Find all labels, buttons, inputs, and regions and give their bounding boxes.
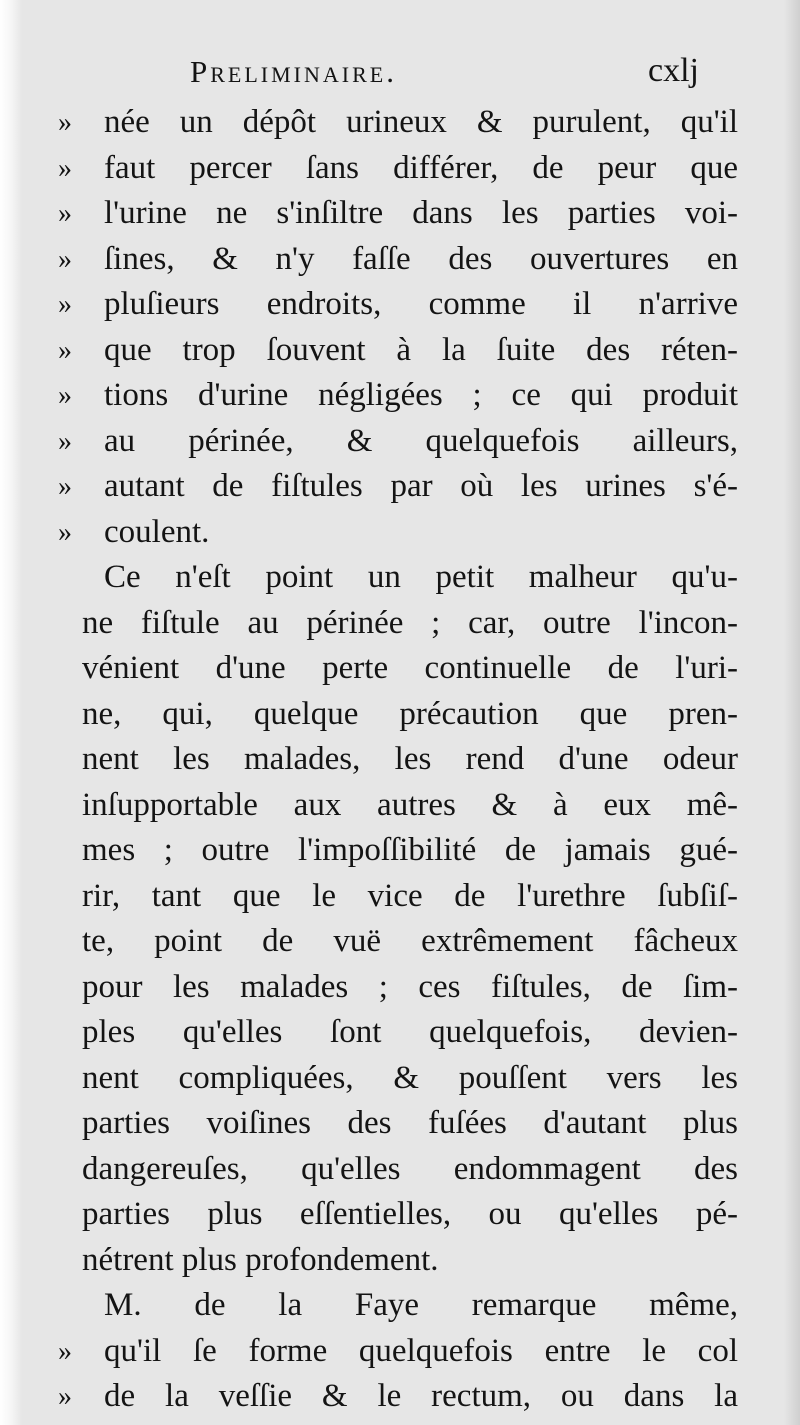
quote-mark: » bbox=[58, 380, 72, 411]
line-text: de la veſſie & le rectum, ou dans la bbox=[104, 1378, 738, 1414]
text-line bbox=[58, 646, 738, 692]
text-line bbox=[58, 100, 738, 146]
text-line bbox=[58, 419, 738, 465]
line-text: rir, tant que le vice de l'urethre ſubſiſ- bbox=[82, 877, 738, 914]
quote-mark: » bbox=[58, 107, 72, 138]
running-head: Preliminaire. bbox=[190, 54, 397, 89]
text-line bbox=[58, 783, 738, 829]
text-line bbox=[58, 510, 738, 556]
quote-mark: » bbox=[58, 334, 72, 366]
line-text: faut percer ſans différer, de peur que bbox=[104, 149, 738, 186]
line-text: au périnée, & quelquefois ailleurs, bbox=[104, 422, 738, 459]
text-line bbox=[58, 373, 738, 419]
quote-mark: » bbox=[58, 425, 72, 457]
quote-mark: » bbox=[58, 1381, 72, 1412]
text-line bbox=[58, 191, 738, 237]
quote-mark: » bbox=[58, 471, 72, 502]
text-line bbox=[58, 601, 738, 647]
page-left-margin bbox=[0, 0, 22, 1425]
line-text: ples qu'elles ſont quelquefois, devien- bbox=[82, 1014, 738, 1050]
line-text: pour les malades ; ces fiſtules, de ſim- bbox=[82, 968, 738, 1005]
text-line bbox=[58, 464, 738, 510]
line-text: mes ; outre l'impoſſibilité de jamais gué- bbox=[82, 832, 738, 868]
line-text: parties plus eſſentielles, ou qu'elles pé- bbox=[82, 1196, 738, 1232]
line-text: qu'il ſe forme quelquefois entre le col bbox=[104, 1332, 738, 1369]
text-line bbox=[58, 1010, 738, 1056]
text-line bbox=[58, 965, 738, 1011]
quote-mark: » bbox=[58, 243, 72, 275]
line-text: vénient d'une perte continuelle de l'uri- bbox=[82, 650, 738, 686]
quote-mark: » bbox=[58, 516, 72, 548]
text-line bbox=[58, 737, 738, 783]
line-text: nent les malades, les rend d'une odeur bbox=[82, 741, 738, 777]
text-line bbox=[58, 1238, 738, 1284]
text-line bbox=[58, 692, 738, 738]
text-line bbox=[58, 874, 738, 920]
body-text bbox=[58, 100, 738, 1420]
text-line bbox=[58, 919, 738, 965]
page-gutter-shadow bbox=[784, 0, 800, 1425]
text-line bbox=[58, 1056, 738, 1102]
line-text: dangereuſes, qu'elles endommagent des bbox=[82, 1150, 738, 1187]
line-text: pluſieurs endroits, comme il n'arrive bbox=[104, 286, 738, 322]
text-line bbox=[58, 1374, 738, 1420]
line-text: te, point de vuë extrêmement fâcheux bbox=[82, 923, 738, 959]
page-number: cxlj bbox=[648, 52, 699, 89]
line-text: ne fiſtule au périnée ; car, outre l'incon- bbox=[82, 604, 738, 641]
paragraph-first-line bbox=[58, 1283, 738, 1329]
line-text: coulent. bbox=[104, 513, 210, 550]
line-text: ne, qui, quelque précaution que pren- bbox=[82, 695, 738, 732]
quote-mark: » bbox=[58, 1335, 72, 1367]
paragraph-first-line bbox=[58, 555, 738, 601]
text-line bbox=[58, 1147, 738, 1193]
text-line bbox=[58, 328, 738, 374]
quote-mark: » bbox=[58, 198, 72, 229]
line-text: Ce n'eſt point un petit malheur qu'u- bbox=[104, 559, 738, 595]
text-line bbox=[58, 1101, 738, 1147]
line-text: que trop ſouvent à la ſuite des réten- bbox=[104, 331, 738, 368]
line-text: ſines, & n'y faſſe des ouvertures en bbox=[104, 240, 738, 277]
line-text: inſupportable aux autres & à eux mê- bbox=[82, 786, 738, 823]
text-line bbox=[58, 146, 738, 192]
text-line bbox=[58, 1192, 738, 1238]
text-line bbox=[58, 1329, 738, 1375]
line-text: autant de fiſtules par où les urines s'é- bbox=[104, 468, 738, 504]
text-line bbox=[58, 828, 738, 874]
line-text: tions d'urine négligées ; ce qui produit bbox=[104, 377, 738, 413]
line-text: parties voiſines des fuſées d'autant plus bbox=[82, 1105, 738, 1141]
line-text: nent compliquées, & pouſſent vers les bbox=[82, 1059, 738, 1096]
line-text: M. de la Faye remarque même, bbox=[104, 1287, 738, 1323]
quote-mark: » bbox=[58, 152, 72, 184]
line-text: nétrent plus profondement. bbox=[82, 1241, 439, 1278]
page-header bbox=[0, 50, 800, 96]
text-line bbox=[58, 282, 738, 328]
text-line bbox=[58, 237, 738, 283]
line-text: née un dépôt urineux & purulent, qu'il bbox=[104, 104, 738, 140]
quote-mark: » bbox=[58, 289, 72, 320]
line-text: l'urine ne s'inſiltre dans les parties voi- bbox=[104, 195, 738, 231]
